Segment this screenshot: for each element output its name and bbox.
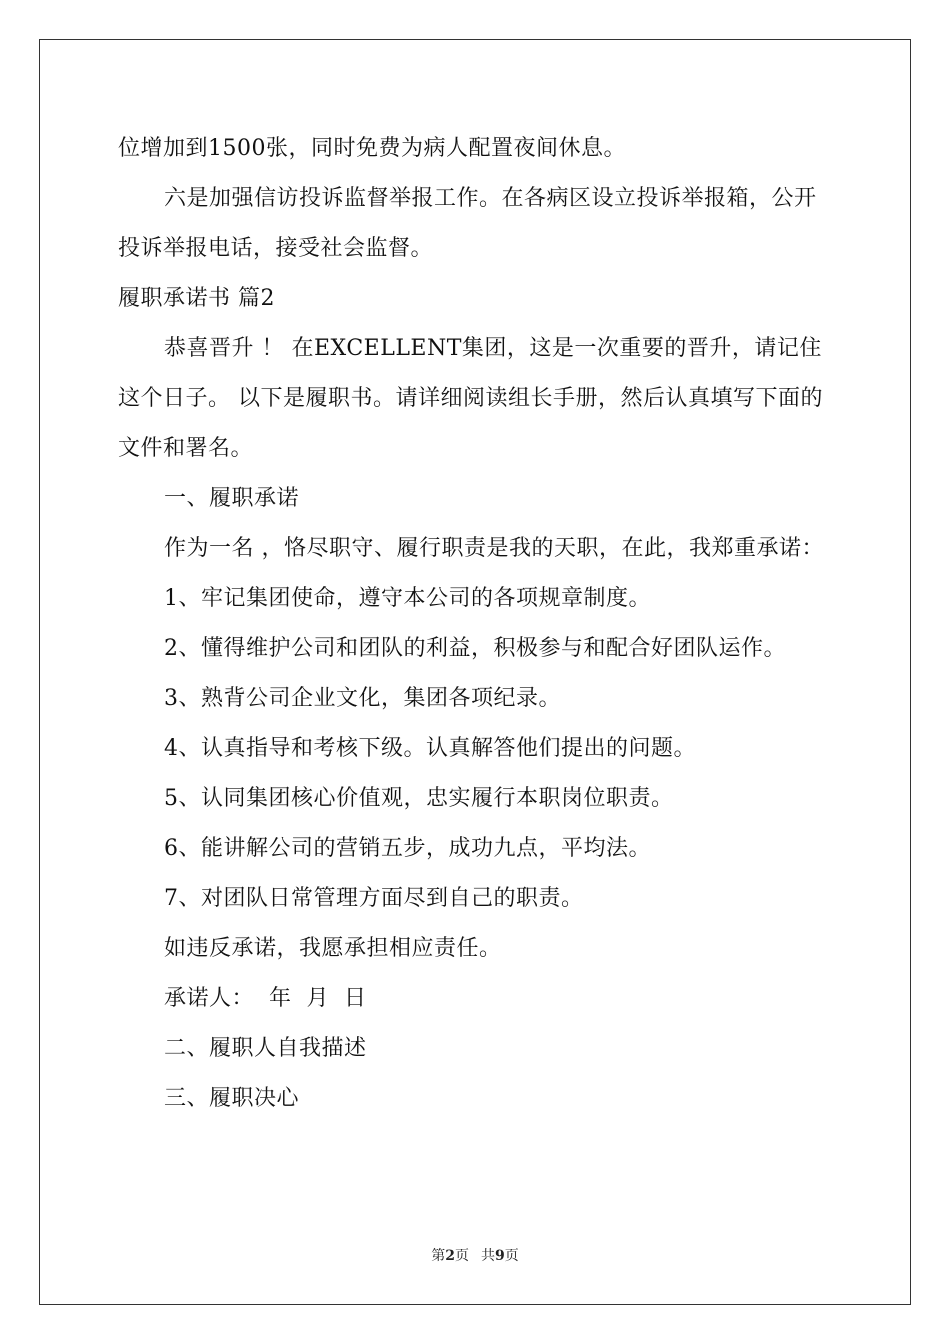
page-suffix: 页	[455, 1248, 469, 1264]
subheading-commitment: 一、履职承诺	[164, 486, 300, 511]
list-item-5: 5、认同集团核心价值观，忠实履行本职岗位职责。	[164, 786, 674, 811]
signature-line: 承诺人： 年 月 日	[164, 986, 367, 1011]
paragraph-continuation: 位增加到1500张，同时免费为病人配置夜间休息。	[118, 136, 626, 161]
page-number: 2	[445, 1248, 455, 1264]
list-item-2: 2、懂得维护公司和团队的利益，积极参与和配合好团队运作。	[164, 636, 786, 661]
paragraph-congratulations: 恭喜晋升 ！ 在EXCELLENT集团，这是一次重要的晋升，请记住这个日子。 以下是履职书。请详细阅读组长手册，然后认真填写下面的文件和署名。	[118, 336, 823, 461]
list-item-4: 4、认真指导和考核下级。认真解答他们提出的问题。	[164, 736, 696, 761]
document-body	[118, 124, 838, 1124]
total-suffix: 页	[504, 1248, 519, 1264]
list-item-6: 6、能讲解公司的营销五步，成功九点，平均法。	[164, 836, 651, 861]
total-pages: 9	[495, 1248, 505, 1264]
paragraph-responsibility: 如违反承诺，我愿承担相应责任。	[164, 936, 502, 961]
page-prefix: 第	[431, 1248, 446, 1264]
paragraph-complaint-supervision: 六是加强信访投诉监督举报工作。在各病区设立投诉举报箱，公开投诉举报电话，接受社会监督。	[118, 186, 817, 261]
list-item-3: 3、熟背公司企业文化，集团各项纪录。	[164, 686, 561, 711]
total-prefix: 共	[481, 1248, 495, 1264]
paragraph-solemn-promise: 作为一名 ，恪尽职守、履行职责是我的天职，在此，我郑重承诺：	[164, 536, 824, 561]
list-item-7: 7、对团队日常管理方面尽到自己的职责。	[164, 886, 584, 911]
subheading-self-description: 二、履职人自我描述	[164, 1036, 367, 1061]
list-item-1: 1、牢记集团使命，遵守本公司的各项规章制度。	[164, 586, 651, 611]
subheading-determination: 三、履职决心	[164, 1086, 300, 1111]
section-heading-part-2: 履职承诺书 篇2	[118, 286, 275, 311]
page-footer	[0, 1246, 950, 1266]
